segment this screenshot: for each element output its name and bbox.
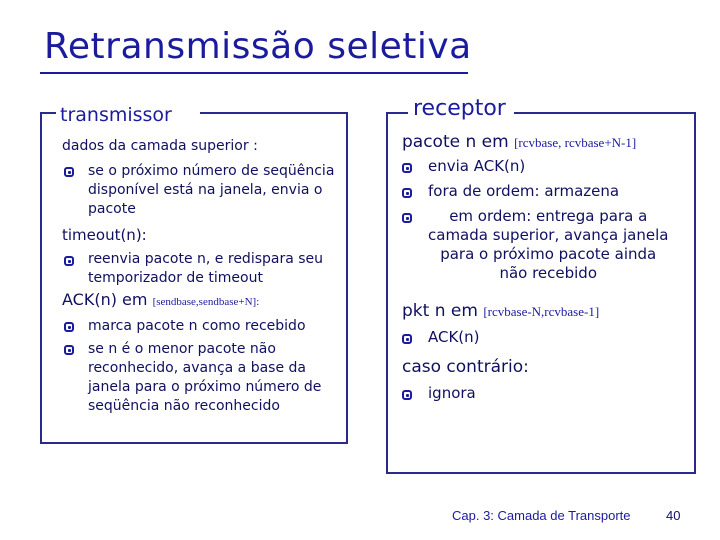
receiver-pkt-range: [rcvbase, rcvbase+N-1] bbox=[514, 135, 637, 150]
receiver-pkt-label: pacote n em bbox=[402, 132, 509, 152]
bullet-icon bbox=[64, 345, 74, 355]
page-number: 40 bbox=[666, 508, 681, 523]
bullet-icon bbox=[402, 163, 412, 173]
bullet-icon bbox=[64, 256, 74, 266]
sender-legend: transmissor bbox=[57, 104, 175, 126]
sender-box-top-right bbox=[200, 112, 346, 114]
sender-timeout-heading: timeout(n): bbox=[62, 226, 147, 244]
receiver-pkt-bullet-3: em ordem: entrega para a camada superior, avança janela para o próximo pacote ainda não recebido bbox=[428, 207, 669, 282]
receiver-box-top-right bbox=[514, 112, 694, 114]
receiver-pkt2-bullet-1: ACK(n) bbox=[428, 328, 480, 346]
bullet-icon bbox=[402, 390, 412, 400]
receiver-else-bullet-1: ignora bbox=[428, 384, 476, 402]
slide-title: Retransmissão seletiva bbox=[44, 26, 472, 67]
sender-ack-bullet-2: se n é o menor pacote não reconhecido, avança a base da janela para o próximo número de seqüência não reconhecido bbox=[88, 341, 322, 414]
receiver-pkt-heading bbox=[402, 132, 636, 152]
receiver-box-top-left bbox=[386, 112, 408, 114]
bullet-icon bbox=[402, 188, 412, 198]
sender-box-top-left bbox=[40, 112, 56, 114]
sender-ack-bullet-1: marca pacote n como recebido bbox=[88, 318, 306, 334]
receiver-pkt2-label: pkt n em bbox=[402, 301, 478, 321]
receiver-pkt2-range: [rcvbase-N,rcvbase-1] bbox=[483, 304, 600, 319]
receiver-pkt-bullet-1: envia ACK(n) bbox=[428, 157, 526, 175]
sender-upper-bullet: se o próximo número de seqüência disponível está na janela, envia o pacote bbox=[88, 163, 335, 217]
receiver-pkt2-heading bbox=[402, 301, 599, 321]
slide-footer: Cap. 3: Camada de Transporte bbox=[452, 508, 631, 523]
receiver-pkt-bullet-2: fora de ordem: armazena bbox=[428, 182, 620, 200]
sender-timeout-bullet: reenvia pacote n, e redispara seu temporizador de timeout bbox=[88, 251, 324, 286]
sender-ack-range: [sendbase,sendbase+N]: bbox=[152, 296, 260, 308]
sender-ack-label: ACK(n) em bbox=[62, 290, 148, 309]
sender-upper-heading: dados da camada superior : bbox=[62, 138, 258, 154]
bullet-icon bbox=[402, 334, 412, 344]
bullet-icon bbox=[64, 167, 74, 177]
receiver-else-heading: caso contrário: bbox=[402, 357, 529, 377]
title-underline bbox=[40, 72, 468, 74]
sender-ack-heading bbox=[62, 290, 259, 309]
bullet-icon bbox=[64, 322, 74, 332]
receiver-legend: receptor bbox=[410, 96, 509, 121]
bullet-icon bbox=[402, 213, 412, 223]
